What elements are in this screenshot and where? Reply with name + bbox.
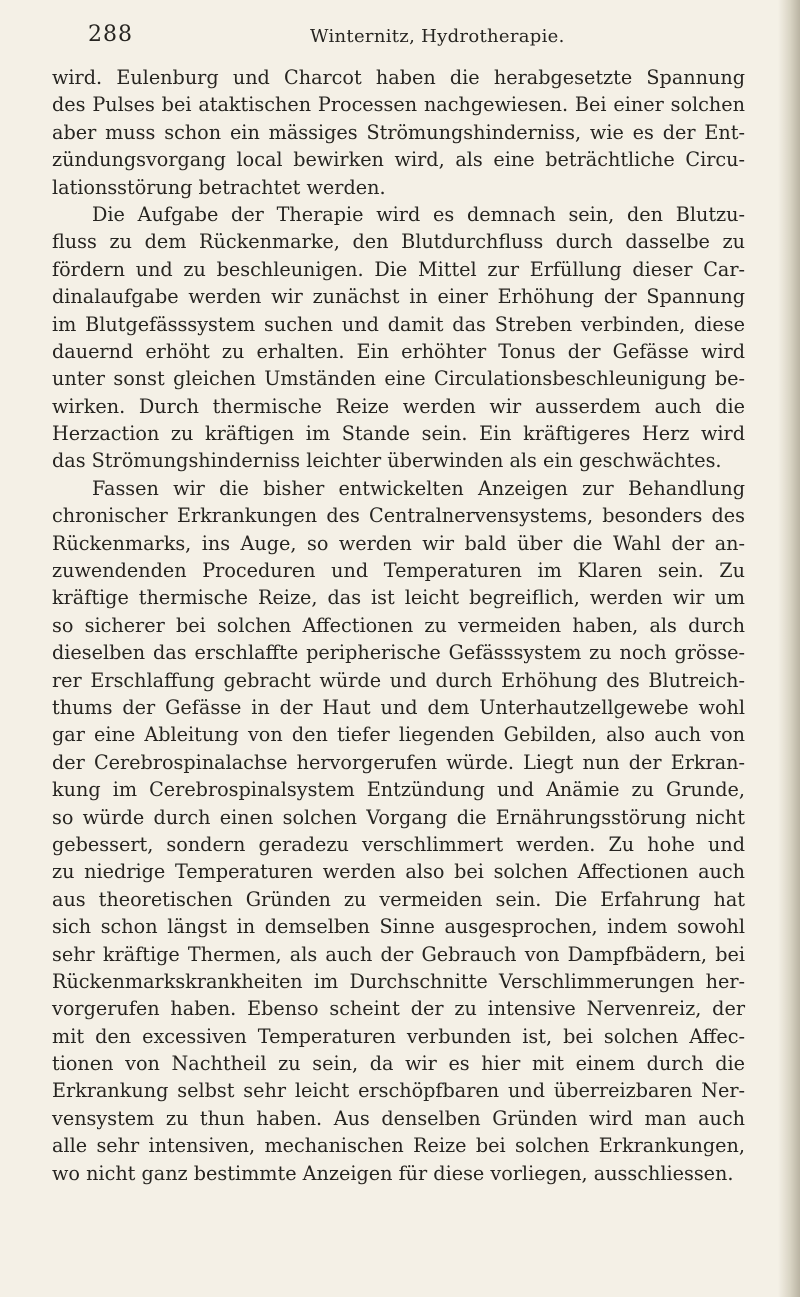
text-line: so würde durch einen solchen Vorgang die Ernährungsstörung nicht [52, 805, 745, 829]
text-line: das Strömungshinderniss leichter überwinden als ein geschwächtes. [52, 449, 722, 473]
text-line: aber muss schon ein mässiges Strömungshinderniss, wie es der Ent- [52, 120, 745, 144]
text-line: Herzaction zu kräftigen im Stande sein. Ein kräftigeres Herz wird [52, 422, 745, 446]
text-line: zuwendenden Proceduren und Temperaturen im Klaren sein. Zu [52, 559, 745, 583]
text-line: gar eine Ableitung von den tiefer liegenden Gebilden, also auch von [52, 723, 745, 747]
text-line: Rückenmarks, ins Auge, so werden wir bald über die Wahl der an- [52, 531, 745, 555]
text-line: Rückenmarkskrankheiten im Durchschnitte Verschlimmerungen her- [52, 969, 745, 993]
text-line: vorgerufen haben. Ebenso scheint der zu intensive Nervenreiz, der [52, 997, 745, 1021]
text-line: wird. Eulenburg und Charcot haben die herabgesetzte Spannung [52, 66, 745, 89]
text-line: dinalaufgabe werden wir zunächst in einer Erhöhung der Spannung [52, 285, 745, 309]
text-line: zündungsvorgang local bewirken wird, als eine beträchtliche Circu- [52, 148, 745, 172]
text-line: wo nicht ganz bestimmte Anzeigen für diese vorliegen, ausschliessen. [52, 1161, 734, 1185]
text-line: kung im Cerebrospinalsystem Entzündung und Anämie zu Grunde, [52, 778, 745, 802]
text-line: so sicherer bei solchen Affectionen zu vermeiden haben, als durch [52, 613, 745, 637]
text-line: rer Erschlaffung gebracht würde und durch Erhöhung des Blutreich- [52, 668, 745, 692]
text-line: sich schon längst in demselben Sinne ausgesprochen, indem sowohl [52, 915, 745, 939]
text-line: aus theoretischen Gründen zu vermeiden sein. Die Erfahrung hat [52, 887, 745, 911]
page-edge-shadow [778, 0, 800, 1297]
text-line: fördern und zu beschleunigen. Die Mittel zur Erfüllung dieser Car- [52, 257, 745, 281]
text-line: tionen von Nachtheil zu sein, da wir es hier mit einem durch die [52, 1052, 745, 1076]
text-line: mit den excessiven Temperaturen verbunden ist, bei solchen Affec- [52, 1024, 745, 1048]
text-line: zu niedrige Temperaturen werden also bei solchen Affectionen auch [52, 860, 745, 884]
text-line: lationsstörung betrachtet werden. [52, 175, 386, 199]
text-line: fluss zu dem Rückenmarke, den Blutdurchfluss durch dasselbe zu [52, 230, 745, 254]
text-line: dieselben das erschlaffte peripherische Gefässsystem zu noch grösse- [52, 641, 745, 665]
page-header [88, 22, 688, 52]
text-line: gebessert, sondern geradezu verschlimmert werden. Zu hohe und [52, 832, 745, 856]
text-line: alle sehr intensiven, mechanischen Reize bei solchen Erkrankungen, [52, 1134, 745, 1158]
text-line: Fassen wir die bisher entwickelten Anzeigen zur Behandlung [92, 476, 745, 500]
text-line: im Blutgefässsystem suchen und damit das Streben verbinden, diese [52, 312, 745, 336]
text-line: der Cerebrospinalachse hervorgerufen würde. Liegt nun der Erkran- [52, 750, 745, 774]
text-line: vensystem zu thun haben. Aus denselben Gründen wird man auch [52, 1106, 745, 1130]
text-line: Erkrankung selbst sehr leicht erschöpfbaren und überreizbaren Ner- [52, 1079, 745, 1103]
text-line: dauernd erhöht zu erhalten. Ein erhöhter Tonus der Gefässe wird [52, 339, 745, 363]
text-line: unter sonst gleichen Umständen eine Circulationsbeschleunigung be- [52, 367, 745, 391]
text-line: thums der Gefässe in der Haut und dem Unterhautzellgewebe wohl [52, 695, 745, 719]
text-line: wirken. Durch thermische Reize werden wir ausserdem auch die [52, 394, 745, 418]
text-line: Die Aufgabe der Therapie wird es demnach sein, den Blutzu- [92, 202, 745, 226]
text-line: des Pulses bei ataktischen Processen nachgewiesen. Bei einer solchen [52, 93, 745, 117]
page-number: 288 [88, 22, 133, 47]
running-head: Winternitz, Hydrotherapie. [310, 26, 565, 47]
body-text [52, 64, 745, 1187]
text-line: chronischer Erkrankungen des Centralnervensystems, besonders des [52, 504, 745, 528]
text-line: sehr kräftige Thermen, als auch der Gebrauch von Dampfbädern, bei [52, 942, 745, 966]
text-line: kräftige thermische Reize, das ist leicht begreiflich, werden wir um [52, 586, 745, 610]
